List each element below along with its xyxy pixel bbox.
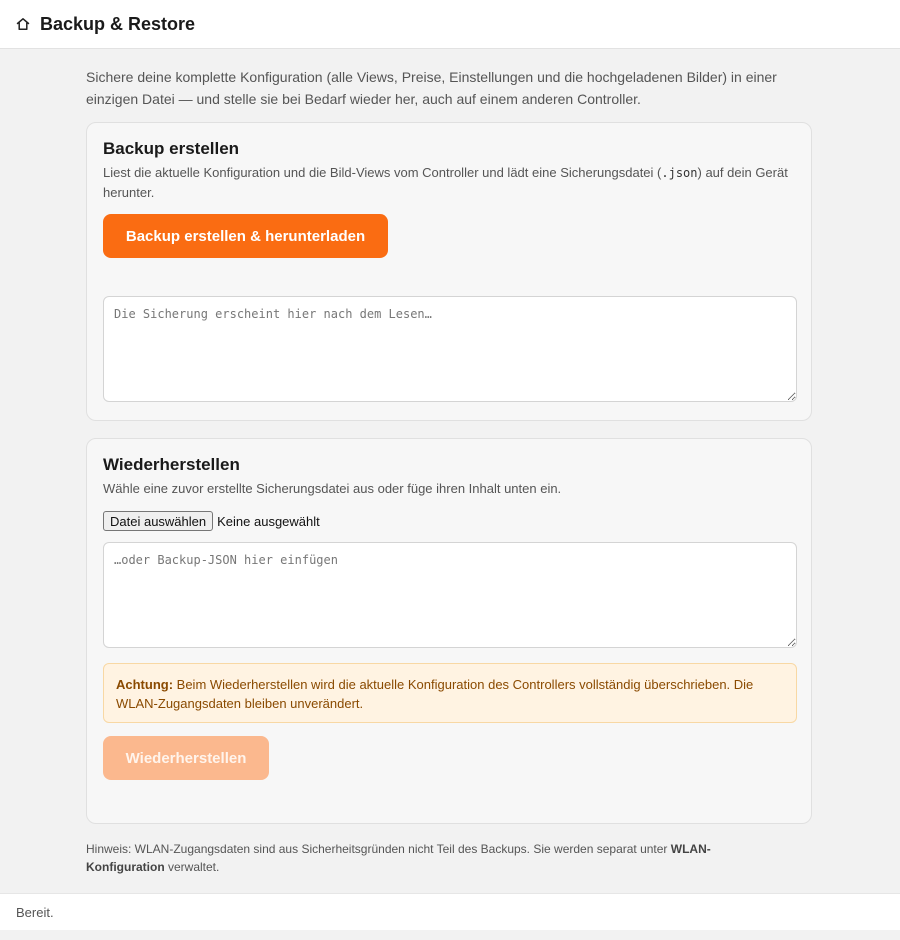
wlan-config-link: WLAN-Konfiguration: [86, 842, 711, 874]
intro-text: Sichere deine komplette Konfiguration (alle Views, Preise, Einstellungen und die hochgeladenen Bilder) in einer einzigen Datei — und stelle sie bei Bedarf wieder her, auch auf einem anderen Controller.: [86, 69, 777, 107]
page-title: Backup & Restore: [40, 13, 196, 34]
warning-box: [103, 663, 797, 723]
restore-json-textarea[interactable]: [103, 542, 797, 648]
backup-card: [86, 122, 812, 421]
warning-text: Beim Wiederherstellen wird die aktuelle Konfiguration des Controllers vollständig überschrieben. Die WLAN-Zugangsdaten bleiben unverändert.: [116, 677, 754, 711]
hint-part: Hinweis: WLAN-Zugangsdaten sind aus Sicherheitsgründen nicht Teil des Backups. Sie werden separat unter: [86, 842, 671, 856]
backup-desc-part: Liest die aktuelle Konfiguration und die Bild-Views vom Controller und lädt eine Sicherungsdatei (: [103, 165, 662, 180]
status-bar: [0, 893, 900, 930]
backup-description: [103, 163, 803, 203]
restore-description: Wähle eine zuvor erstellte Sicherungsdatei aus oder füge ihren Inhalt unten ein.: [103, 481, 562, 496]
backup-output-textarea[interactable]: [103, 296, 797, 402]
home-icon[interactable]: [15, 16, 31, 32]
warning-label: Achtung:: [116, 677, 174, 692]
choose-file-button[interactable]: Datei auswählen: [103, 511, 213, 531]
create-backup-button[interactable]: Backup erstellen & herunterladen: [103, 214, 388, 258]
hint-text: [86, 840, 786, 876]
backup-title: Backup erstellen: [103, 139, 240, 158]
json-extension: .json: [661, 166, 698, 180]
backup-desc-part: ) auf dein Gerät herunter.: [103, 165, 788, 200]
status-text: Bereit.: [16, 904, 54, 920]
restore-button[interactable]: Wiederherstellen: [103, 736, 269, 780]
hint-part: verwaltet.: [164, 860, 220, 874]
file-picker: [103, 511, 320, 531]
top-bar: [0, 0, 900, 49]
restore-title: Wiederherstellen: [103, 455, 240, 474]
restore-card: [86, 438, 812, 824]
file-status: Keine ausgewählt: [217, 513, 320, 529]
